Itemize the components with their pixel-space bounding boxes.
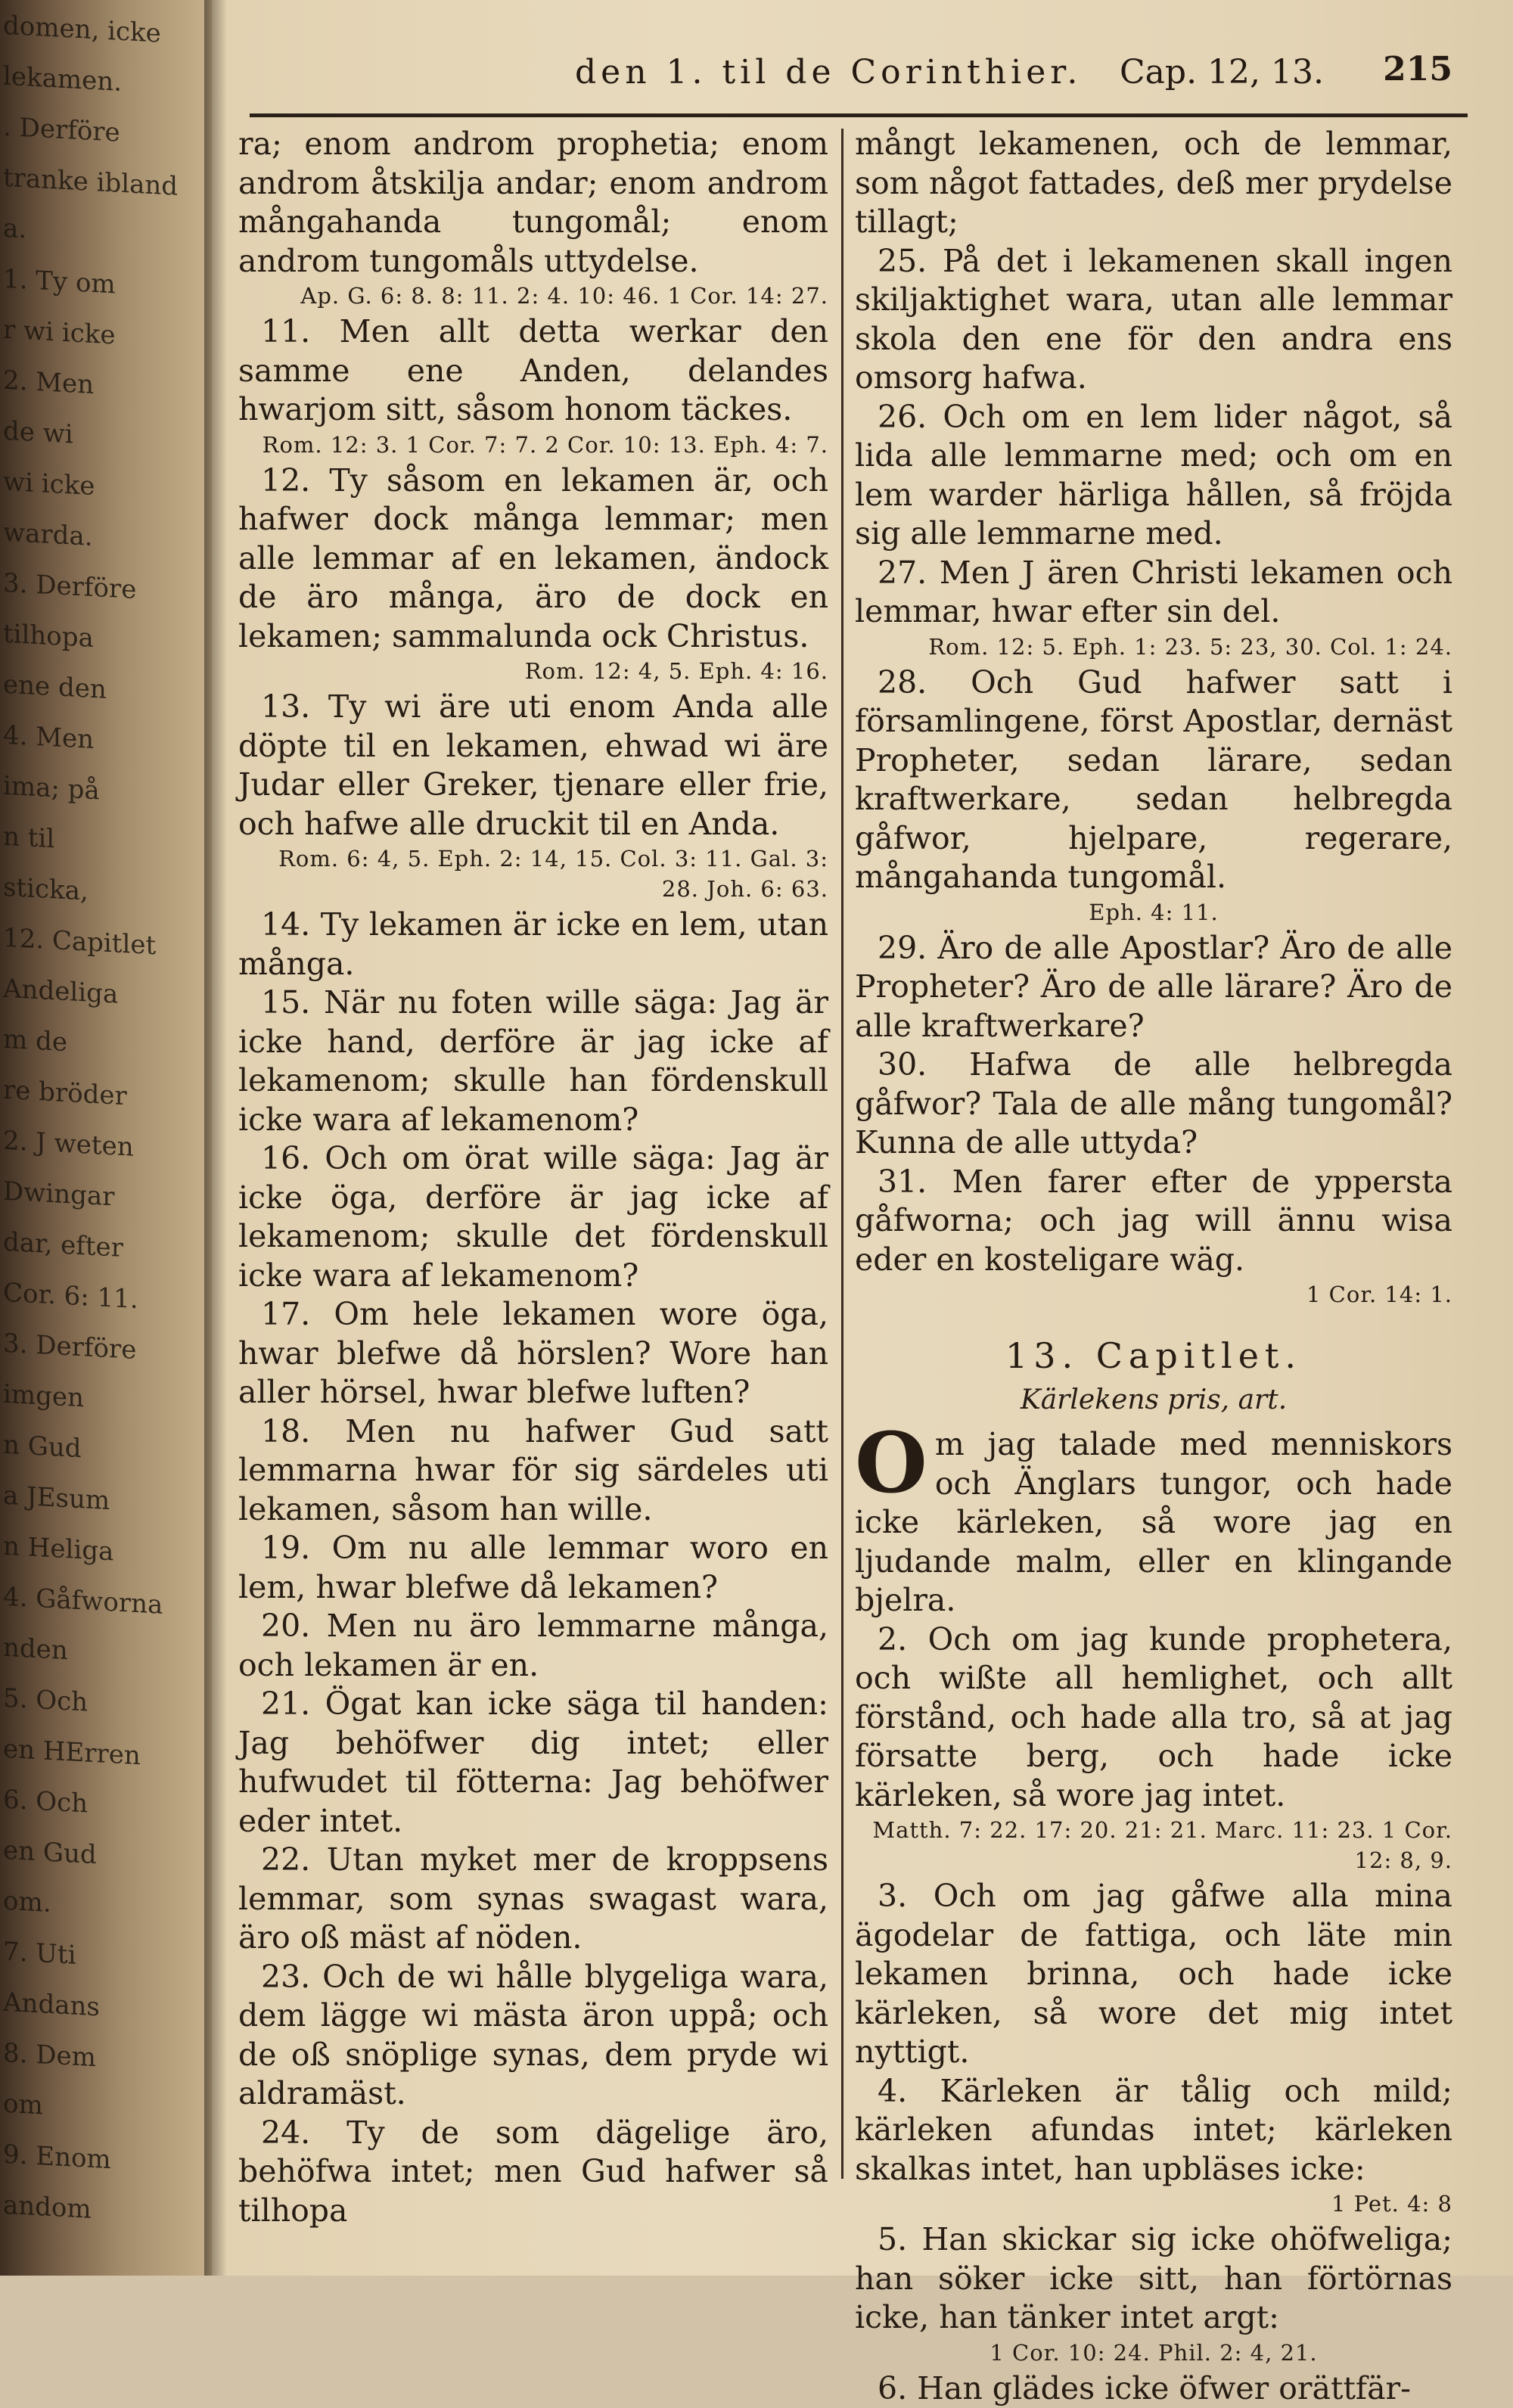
facing-page-text: 6. Och: [3, 1785, 185, 1825]
facing-page-text: re bröder: [3, 1075, 185, 1115]
verse: 21. Ögat kan icke säga til handen: Jag behöfwer dig intet; eller hufwudet til fötterna: Jag behöfwer eder intet.: [238, 1685, 828, 1841]
facing-page-text: ima; på: [3, 771, 185, 811]
verse: 12. Ty såsom en lekamen är, och hafwer dock många lemmar; men alle lemmar af en lekamen, ändock de äro många, äro de dock en lekamen; sammalunda ock Christus.: [238, 461, 828, 657]
verse: 18. Men nu hafwer Gud satt lemmarna hwar för sig särdeles uti lekamen, såsom han wille.: [238, 1412, 828, 1530]
cross-reference: Rom. 12: 3. 1 Cor. 7: 7. 2 Cor. 10: 13. Eph. 4: 7.: [238, 430, 828, 460]
cross-reference: 1 Cor. 10: 24. Phil. 2: 4, 21.: [855, 2338, 1452, 2368]
verse: 17. Om hele lekamen wore öga, hwar blefwe då hörslen? Wore han aller hörsel, hwar blefwe luften?: [238, 1295, 828, 1412]
verse: 29. Äro de alle Apostlar? Äro de alle Propheter? Äro de alle lärare? Äro de alle kraftwerkare?: [855, 929, 1452, 1046]
facing-page-text: 4. Gåfworna: [3, 1582, 185, 1622]
facing-page-text: n Heliga: [3, 1531, 185, 1571]
verse: 5. Han skickar sig icke ohöfweliga; han söker icke sitt, han förtörnas icke, han tänker intet argt:: [855, 2220, 1452, 2338]
facing-page-text: Andans: [3, 1987, 185, 2027]
page-header: [575, 47, 1468, 100]
facing-page-text: 12. Capitlet: [3, 923, 185, 963]
verse: 19. Om nu alle lemmar woro en lem, hwar blefwe då lekamen?: [238, 1529, 828, 1607]
cross-reference: 1 Pet. 4: 8: [855, 2189, 1452, 2219]
column-divider: [841, 129, 843, 2179]
facing-page-text: sticka,: [3, 872, 185, 912]
facing-page-text: n til: [3, 822, 185, 862]
page-number: 215: [1383, 50, 1452, 89]
chapter-reference: Cap. 12, 13.: [1120, 53, 1324, 92]
facing-page-text: tranke ibland: [3, 163, 185, 203]
verse: 24. Ty de som dägelige äro, behöfwa intet; men Gud hafwer så tilhopa: [238, 2114, 828, 2231]
verse: 15. När nu foten wille säga: Jag är icke hand, derföre är jag icke af lekamenom; skulle han fördenskull icke wara af lekamenom?: [238, 983, 828, 1139]
facing-page-text: lekamen.: [3, 61, 185, 101]
verse: 27. Men J ären Christi lekamen och lemmar, hwar efter sin del.: [855, 554, 1452, 632]
verse-text: m jag talade med menniskors och Änglars tungor, och hade icke kärleken, så wore jag en ljudande malm, eller en klingande bjelra.: [855, 1426, 1452, 1618]
verse: 31. Men farer efter de yppersta gåfworna; och jag will ännu wisa eder en kosteligare wäg.: [855, 1163, 1452, 1280]
chapter-title: 13. Capitlet.: [855, 1337, 1452, 1376]
facing-page-text: om: [3, 2089, 185, 2129]
verse: 6. Han glädes icke öfwer orättfär-: [855, 2369, 1452, 2408]
facing-page-edge: [0, 0, 212, 2276]
verse: 2. Och om jag kunde prophetera, och wißte all hemlighet, och allt förstånd, och hade alla tro, så at jag försatte berg, och hade icke kärleken, så wore jag intet.: [855, 1620, 1452, 1816]
facing-page-text: Andeliga: [3, 974, 185, 1014]
facing-page-text: a.: [3, 213, 185, 253]
verse: 22. Utan myket mer de kroppsens lemmar, som synas swagast wara, äro oß mäst af nöden.: [238, 1841, 828, 1958]
verse: 25. På det i lekamenen skall ingen skiljaktighet wara, utan alle lemmar skola den ene för den andra ens omsorg hafwa.: [855, 242, 1452, 398]
facing-page-text: wi icke: [3, 467, 185, 507]
facing-page-text: Cor. 6: 11.: [3, 1278, 185, 1318]
right-column: [855, 125, 1452, 2408]
verse-continuation: mångt lekamenen, och de lemmar, som något fattades, deß mer prydelse tillagt;: [855, 125, 1452, 242]
facing-page-text: 7. Uti: [3, 1937, 185, 1977]
facing-page-text: 3. Derföre: [3, 568, 185, 608]
header-rule: [250, 113, 1468, 117]
facing-page-text: Dwingar: [3, 1176, 185, 1216]
cross-reference: Rom. 6: 4, 5. Eph. 2: 14, 15. Col. 3: 11. Gal. 3: 28. Joh. 6: 63.: [238, 844, 828, 904]
drop-capital: O: [855, 1427, 927, 1499]
facing-page-text: dar, efter: [3, 1227, 185, 1267]
cross-reference: Ap. G. 6: 8. 8: 11. 2: 4. 10: 46. 1 Cor. 14: 27.: [238, 281, 828, 311]
cross-reference: 1 Cor. 14: 1.: [855, 1279, 1452, 1310]
verse: 20. Men nu äro lemmarne många, och lekamen är en.: [238, 1607, 828, 1685]
left-column: [238, 125, 828, 2230]
facing-page-text: om.: [3, 1886, 185, 1926]
facing-page-text: 9. Enom: [3, 2139, 185, 2180]
facing-page-text: warda.: [3, 517, 185, 558]
facing-page-text: 3. Derföre: [3, 1328, 185, 1369]
cross-reference: Eph. 4: 11.: [855, 897, 1452, 927]
verse: 30. Hafwa de alle helbregda gåfwor? Tala de alle mång tungomål? Kunna de alle uttyda?: [855, 1046, 1452, 1163]
facing-page-text: tilhopa: [3, 619, 185, 659]
verse: 26. Och om en lem lider något, så lida alle lemmarne med; och om en lem warder härliga hållen, så fröjda sig alle lemmarne med.: [855, 398, 1452, 554]
verse: 28. Och Gud hafwer satt i församlingene, först Apostlar, dernäst Propheter, sedan lärare, sedan kraftwerkare, sedan helbregda gåfwor, hjelpare, regerare, mångahanda tungomål.: [855, 663, 1452, 897]
cross-reference: Rom. 12: 4, 5. Eph. 4: 16.: [238, 656, 828, 686]
facing-page-text: andom: [3, 2190, 185, 2230]
facing-page-text: . Derföre: [3, 112, 185, 152]
verse: 11. Men allt detta werkar den samme ene Anden, delandes hwarjom sitt, såsom honom täckes.: [238, 312, 828, 430]
facing-page-text: imgen: [3, 1379, 185, 1419]
facing-page-text: domen, icke: [3, 11, 185, 51]
facing-page-text: 1. Ty om: [3, 264, 185, 304]
facing-page-text: 2. Men: [3, 365, 185, 405]
facing-page-text: en HErren: [3, 1734, 185, 1774]
verse: 4. Kärleken är tålig och mild; kärleken afundas intet; kärleken skalkas intet, han upbläses icke:: [855, 2072, 1452, 2189]
verse-continuation: ra; enom androm prophetia; enom androm åtskilja andar; enom androm mångahanda tungomål; enom androm tungomåls uttydelse.: [238, 125, 828, 281]
facing-page-text: m de: [3, 1024, 185, 1064]
facing-page-text: n Gud: [3, 1430, 185, 1470]
facing-page-text: de wi: [3, 416, 185, 456]
running-title: den 1. til de Corinthier.: [575, 53, 1082, 92]
verse: 14. Ty lekamen är icke en lem, utan många.: [238, 906, 828, 983]
chapter-summary: Kärlekens pris, art.: [855, 1381, 1452, 1420]
cross-reference: Matth. 7: 22. 17: 20. 21: 21. Marc. 11: 23. 1 Cor. 12: 8, 9.: [855, 1815, 1452, 1875]
verse: 3. Och om jag gåfwe alla mina ägodelar de fattiga, och läte min lekamen brinna, och hade icke kärleken, så wore det mig intet nyttigt.: [855, 1877, 1452, 2072]
cross-reference: Rom. 12: 5. Eph. 1: 23. 5: 23, 30. Col. 1: 24.: [855, 632, 1452, 662]
verse: 16. Och om örat wille säga: Jag är icke öga, derföre är jag icke af lekamenom; skulle det fördenskull icke wara af lekamenom?: [238, 1139, 828, 1295]
verse: 23. Och de wi hålle blygeliga wara, dem lägge wi mästa äron uppå; och de oß snöplige synas, dem pryde wi aldramäst.: [238, 1958, 828, 2114]
facing-page-text: 2. J weten: [3, 1126, 185, 1166]
facing-page-text: 5. Och: [3, 1683, 185, 1723]
facing-page-text: r wi icke: [3, 315, 185, 355]
facing-page-text: en Gud: [3, 1835, 185, 1875]
book-gutter: [204, 0, 227, 2276]
verse: 13. Ty wi äre uti enom Anda alle döpte til en lekamen, ehwad wi äre Judar eller Greker, tjenare eller frie, och hafwe alle druckit til en Anda.: [238, 688, 828, 844]
facing-page-text: 4. Men: [3, 720, 185, 760]
verse-13-1: [855, 1425, 1452, 1620]
facing-page-text: 8. Dem: [3, 2038, 185, 2078]
facing-page-text: nden: [3, 1633, 185, 1673]
facing-page-text: a JEsum: [3, 1481, 185, 1521]
facing-page-text: ene den: [3, 670, 185, 710]
